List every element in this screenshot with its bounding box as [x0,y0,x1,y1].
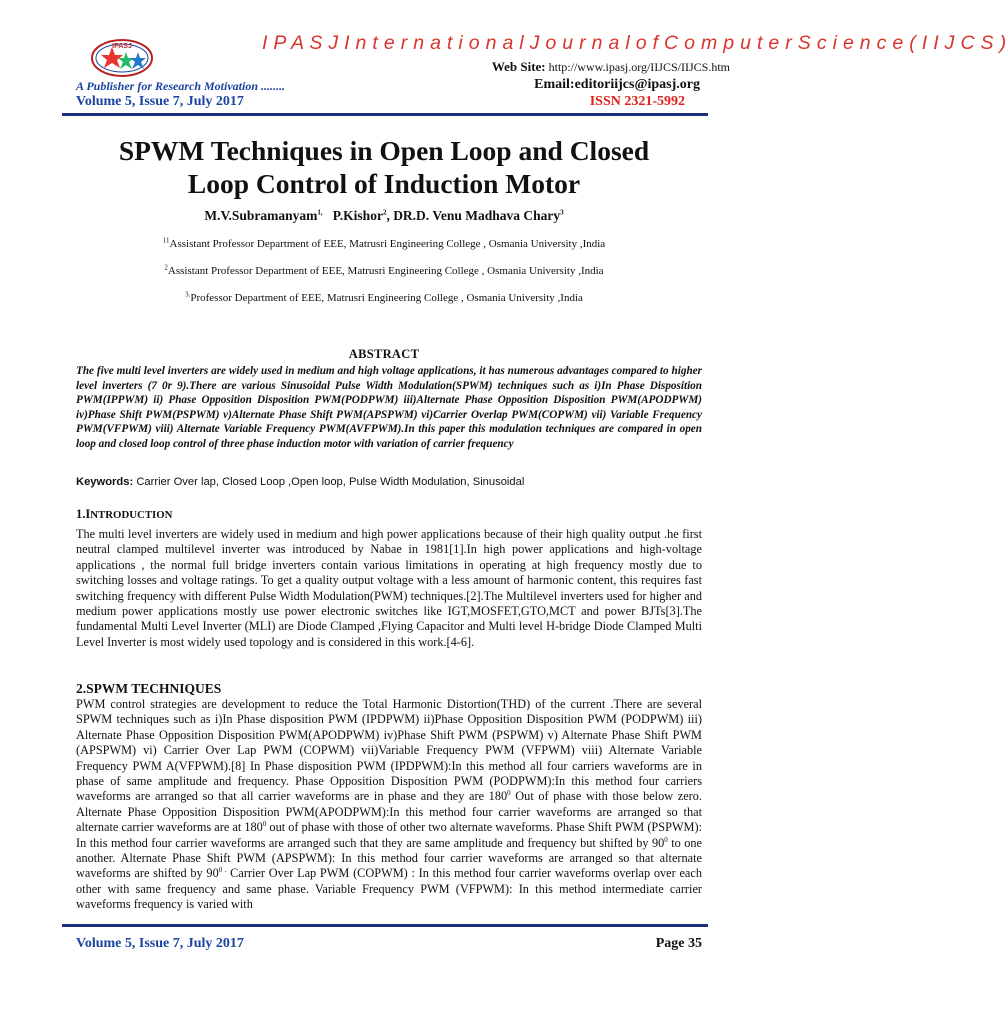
affiliation-1: $^{11}$Assistant Professor Department of EEE, Matrusri Engineering College , Osmania University ,India [162,236,606,250]
website-url[interactable]: http://www.ipasj.org/IIJCS/IIJCS.htm [548,60,730,74]
header-rule [62,113,708,116]
author-list: M.V.Subramanyam$^{1,}$ P.Kishor$^2$, DR.D. Venu Madhava Chary$^3$ [204,208,564,223]
author-2-sup: 2 [382,208,387,217]
author-3: DR.D. Venu Madhava Chary [393,208,561,223]
paper-title [60,134,708,200]
website-line [430,59,730,75]
page-number: Page 35 [655,936,702,951]
section-2-body: PWM control strategies are development to reduce the Total Harmonic Distortion(THD) of the current .There are several SPWM techniques such as i)In Phase disposition PWM (IPDPWM) ii)Phase Opposition Disposition PWM (PODPWM) iii) Alternate Phase Opposition Disposition PWM(APODPWM) iv)Phase Shift PWM (PSPWM) v) Alternate Phase Shift PWM (APSPWM) vi) Carrier Over Lap PWM (COPWM) vii)Variable Frequency PWM (VFPWM) viii) Alternate Variable Frequency PWM A(VFPWM).[8] In Phase disposition PWM (IPDPWM):In this method all four carriers waveforms are in phase of same amplitude and frequency. Phase Opposition Disposition PWM (PODPWM):In this method four carriers waveforms are arranged so that all carrier waveforms are in phase and they are $180^0$ Out of phase with those below zero. Alternate Phase Opposition Disposition PWM(APODPWM):In this method four carrier waveforms are arranged so that alternate carrier waveforms are at $180^0$ out of phase with those of other two alternate waveforms. Phase Shift PWM (PSPWM): In this method four carrier waveforms are arranged such that they are same amplitude and frequency but shifted by $90^0$ to one another. Alternate Phase Shift PWM (APSPWM): In this method four carrier waveforms are arranged so that alternate waveforms are shifted by $90^{0 .}$ Carrier Over Lap PWM (COPWM) : In this method four carrier waveforms overlap over each other with same frequency and same phase. Variable Frequency PWM (VFPWM): In this method intermediate carrier waveforms frequency is varied with [76,697,703,912]
header-volume: Volume 5, Issue 7, July 2017 [76,94,244,109]
journal-title: I P A S J I n t e r n a t i o n a l J o u r n a l o f C o m p u t e r S c i e n c e ( I I J C S ) [262,32,1006,54]
website-label: Web Site: [491,59,546,74]
journal-email[interactable]: Email:editoriijcs@ipasj.org [534,77,700,92]
issn: ISSN 2321-5992 [589,94,685,109]
section-1-body: The multi level inverters are widely used in medium and high power applications because of their high quality output .he first neutral clamped multilevel inverter was introduced by Nabae in 1981[1].In high power applications and high-voltage applications , the normal full bridge inverters contain various limitations in operating at high frequency mostly due to switching losses and voltage ratings. To get a quality output voltage with a less amount of harmonic content, this requires fast switching frequency with different Pulse Width Modulation(PWM) techniques.[2].The Multilevel inverters used for higher and medium power applications mostly use power electronic switches like IGT,MOSFET,GTO,MCT and power BJTs[3].The fundamental Multi Level Inverter (MLI) are Diode Clamped ,Flying Capacitor and Multi level H-bridge Diode Clamped Multi Level Inverter is most widely used topology and is considered in this work.[4-6]. [76,527,702,649]
keywords-list: Carrier Over lap, Closed Loop ,Open loop, Pulse Width Modulation, Sinusoidal [136,476,525,488]
keywords [76,476,702,488]
author-2: P.Kishor [332,208,383,223]
affiliation-3: $^{3.}$Professor Department of EEE, Matrusri Engineering College , Osmania University ,India [185,290,583,304]
keywords-label: Keywords: [76,476,134,488]
affiliation-2: $^2$Assistant Professor Department of EEE, Matrusri Engineering College , Osmania University ,India [164,263,604,277]
section-2-heading: 2.SPWM TECHNIQUES [76,681,222,696]
footer-rule [62,924,708,927]
title-line-1: SPWM Techniques in Open Loop and Closed [118,135,650,166]
title-line-2: Loop Control of Induction Motor [187,168,581,199]
abstract-body: The five multi level inverters are widely used in medium and high voltage applications, it has numerous advantages compared to higher level inverters (7 0r 9).There are various Sinusoidal Pulse Width Modulation(SPWM) techniques such as i)In Phase Disposition PWM(IPPWM) ii) Phase Opposition Disposition PWM(PODPWM) iii)Alternate Phase Opposition Disposition PWM(APODPWM) iv)Phase Shift PWM(PSPWM) v)Alternate Phase Shift PWM(APSPWM) vi)Carrier Overlap PWM(COPWM) vii) Variable Frequency PWM(VFPWM) viii) Alternate Variable Frequency PWM(AVFPWM).In this paper this modulation techniques are compared in open loop and closed loop control of three phase induction motor with variation of carrier frequency [76,365,702,450]
author-3-sup: 3 [560,208,564,217]
journal-logo [90,38,154,78]
svg-text:IPASJ: IPASJ [112,43,132,50]
abstract-heading: ABSTRACT [348,347,420,361]
section-1-heading: 1.INTRODUCTION [76,507,173,521]
author-1-sup: 1, [317,208,323,217]
author-1: M.V.Subramanyam [204,208,318,223]
publisher-tagline: A Publisher for Research Motivation ........ [76,79,286,93]
footer-volume: Volume 5, Issue 7, July 2017 [76,936,244,951]
